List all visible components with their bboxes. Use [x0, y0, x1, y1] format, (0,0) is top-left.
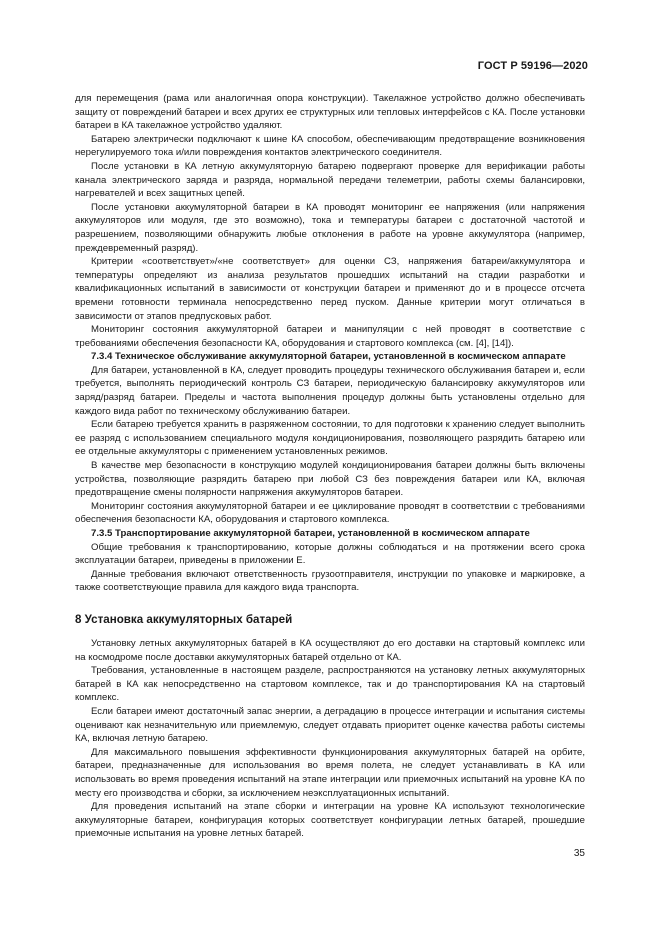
paragraph: Общие требования к транспортированию, которые должны соблюдаться и на протяжении всего срока эксплуатации батареи, приведены в приложении Е. [75, 541, 585, 567]
paragraph: Для проведения испытаний на этапе сборки и интеграции на уровне КА используют технологические аккумуляторные батареи, конфигурация которых соответствует конфигурации летных батарей, прошедшие приемочные испытания на уровне летных батарей. [75, 801, 585, 840]
paragraph: Мониторинг состояния аккумуляторной батареи и манипуляции с ней проводят в соответствие с требованиями обеспечения безопасности КА, оборудования и стартового комплекса (см. [4], [14]). [75, 324, 585, 349]
subsection-heading-7-3-5: 7.3.5 Транспортирование аккумуляторной батареи, установленной в космическом аппарате [91, 528, 530, 539]
paragraph: В качестве мер безопасности в конструкцию модулей кондиционирования батареи должны быть включены устройства, позволяющие разрядить батарею при любой СЗ без повреждения батареи или КА, включая предотвращение смены полярности напряжения аккумуляторов батареи. [75, 460, 585, 499]
paragraph: Для максимального повышения эффективности функционирования аккумуляторных батарей на орбите, батареи, предназначенные для использования во время полета, не следует устанавливать в КА или использовать во время проведения испытаний на этапе интеграции или приемочных испытаний на уровне КА по месту его производства и сборки, за исключением неэксплуатационных испытаний. [75, 746, 585, 799]
paragraph: Требования, установленные в настоящем разделе, распространяются на установку летных аккумуляторных батарей в КА как непосредственно на стартовом комплексе, так и до транспортирования КА на стартовый комплекс. [75, 665, 585, 704]
section-heading-8: 8 Установка аккумуляторных батарей [75, 612, 293, 626]
paragraph: Если батареи имеют достаточный запас энергии, а деградацию в процессе интеграции и испытания системы оценивают как незначительную или приемлемую, следует отдавать приоритет оценке качества работы системы КА, включая летную батарею. [75, 705, 585, 745]
paragraph: Батарею электрически подключают к шине КА способом, обеспечивающим предотвращение возникновения нерегулируемого тока и/или повреждения контактов электрического соединителя. [75, 133, 585, 159]
paragraph: Данные требования включают ответственность грузоотправителя, инструкции по упаковке и маркировке, а также соответствующие правила для каждого вида транспорта. [75, 568, 585, 594]
paragraph: После установки в КА летную аккумуляторную батарею подвергают проверке для верификации работы канала электрического заряда и разряда, нормальной передачи телеметрии, работы схемы балансировки, нагревателей и всех защитных цепей. [75, 160, 585, 200]
subsection-heading-7-3-4: 7.3.4 Техническое обслуживание аккумуляторной батареи, установленной в космическом аппарате [91, 351, 566, 363]
document-header: ГОСТ Р 59196—2020 [477, 60, 588, 72]
paragraph: Если батарею требуется хранить в разряженном состоянии, то для подготовки к хранению следует выполнить ее разряд с использованием специального модуля кондиционирования, позволяющего разрядить батарею или ее отдельные аккумуляторы с применением установленных режимов. [75, 419, 585, 458]
paragraph: Критерии «соответствует»/«не соответствует» для оценки СЗ, напряжения батареи/аккумулятора и температуры определяют из анализа результатов прошедших испытаний на стадии разработки и квалификационных испытаний в зависимости от конструкции батареи и применяют до и в процессе отсчета времени готовности терминала непосредственно перед пуском. Данные критерии могут отличаться в зависимости от этапов предпусковых работ. [75, 256, 585, 322]
page-number: 35 [573, 848, 585, 859]
paragraph: Мониторинг состояния аккумуляторной батареи и ее циклирование проводят в соответствии с требованиями обеспечения безопасности КА, оборудования и стартового комплекса. [75, 500, 585, 526]
page-body [75, 92, 585, 841]
paragraph: После установки аккумуляторной батареи в КА проводят мониторинг ее напряжения (или напряжения аккумуляторов или модуля, где это возможно), тока и температуры батареи с достаточной частотой и разрешением, позволяющими обнаружить любые отклонения в работе на уровне аккумулятора (например, преждевременный разряд). [75, 201, 585, 254]
paragraph: Для батареи, установленной в КА, следует проводить процедуры технического обслуживания батареи и, если требуется, выполнять периодический контроль СЗ батареи, периодическую балансировку аккумуляторов или заряд/разряд батареи. Пределы и частота выполнения процедур должны быть установлены отдельно для каждого вида работ по техническому обслуживанию батареи. [75, 364, 585, 417]
paragraph: Установку летных аккумуляторных батарей в КА осуществляют до его доставки на стартовый комплекс или на космодроме после доставки аккумуляторных батарей отдельно от КА. [75, 637, 585, 663]
paragraph: для перемещения (рама или аналогичная опора конструкции). Такелажное устройство должно обеспечивать защиту от повреждений батареи и всех других ее структурных или тепловых интерфейсов с КА. После установки батареи в КА такелажное устройство удаляют. [75, 93, 585, 132]
